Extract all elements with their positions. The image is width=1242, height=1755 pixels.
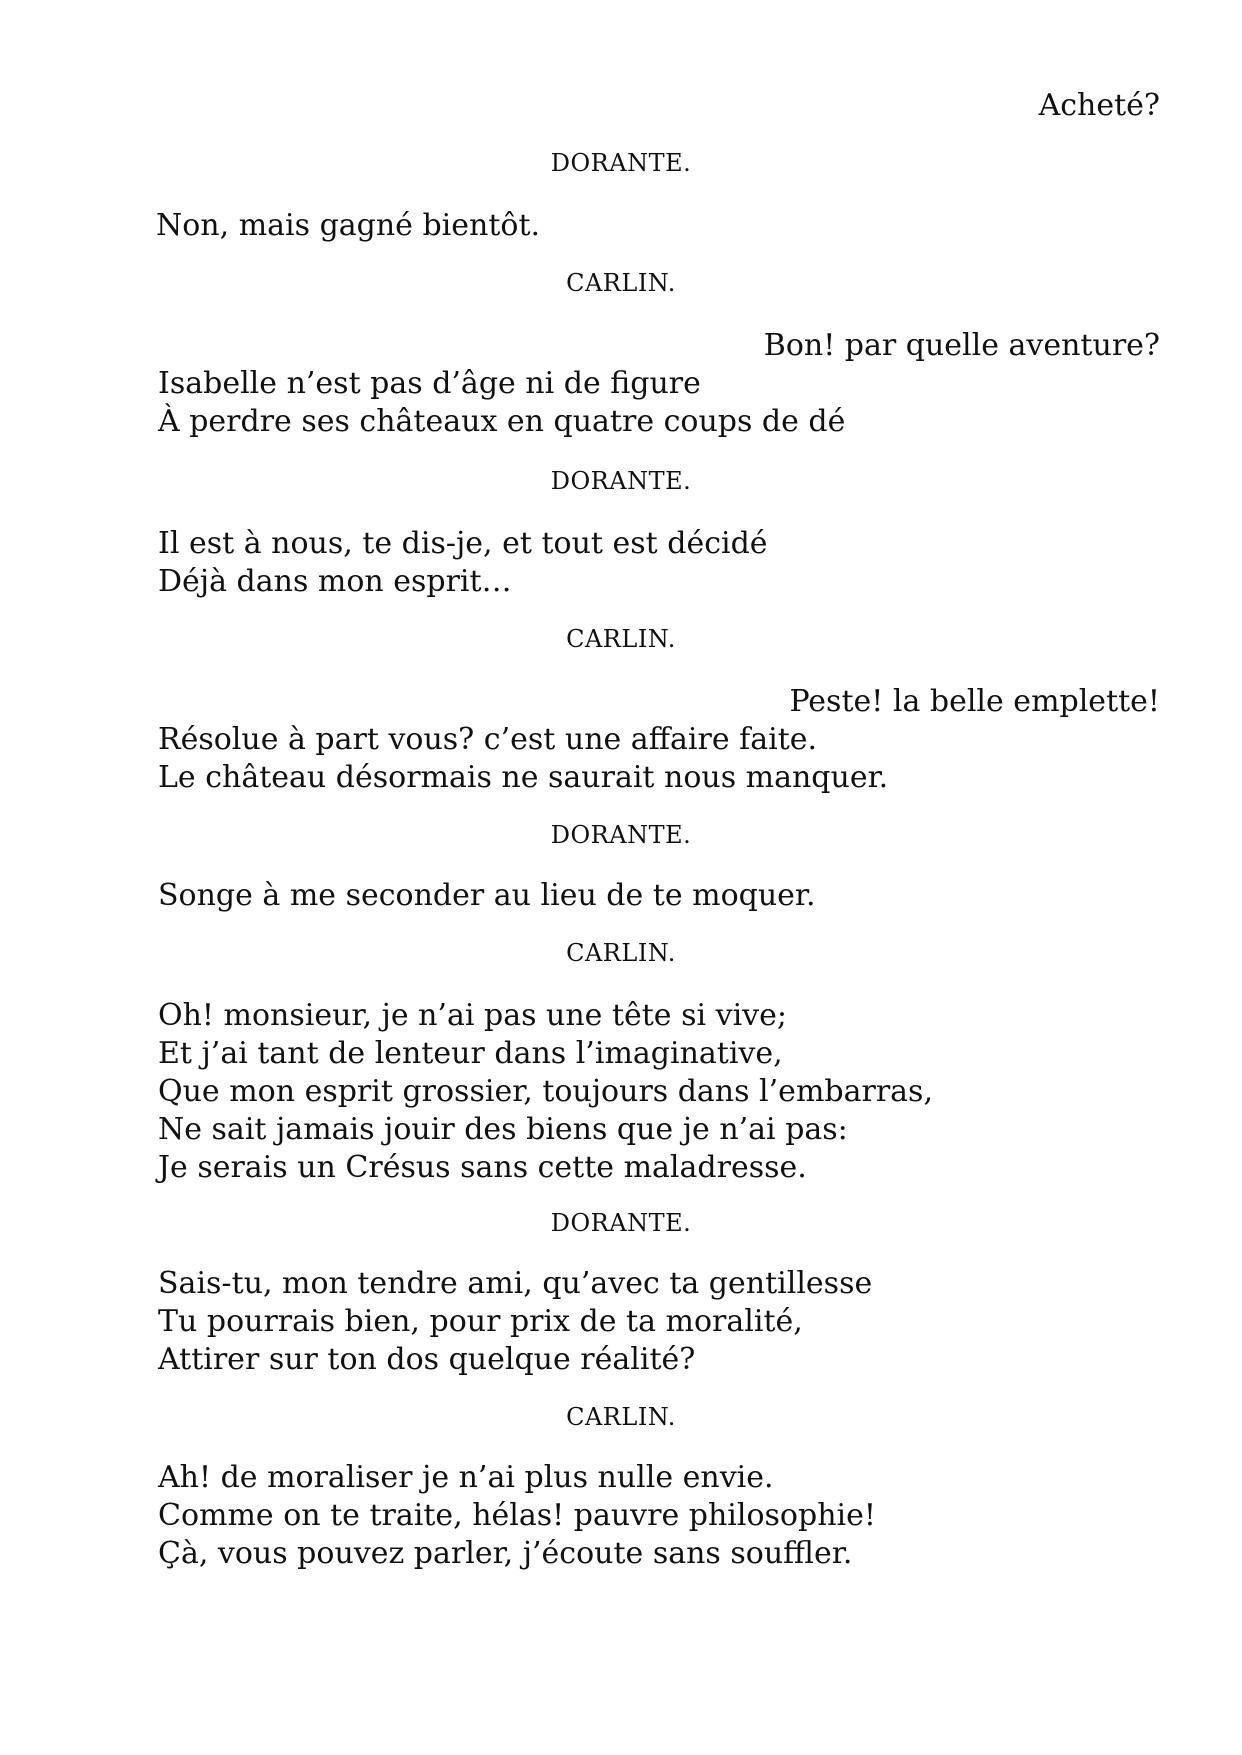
verse-line: Ne sait jamais jouir des biens que je n’ai pas: bbox=[158, 1112, 848, 1147]
verse-line: Acheté? bbox=[1038, 88, 1160, 123]
verse-line: Je serais un Crésus sans cette maladresse. bbox=[158, 1150, 807, 1185]
speaker-name: DORANTE. bbox=[550, 467, 692, 495]
speaker-name: CARLIN. bbox=[566, 1403, 676, 1431]
verse-line: Il est à nous, te dis-je, et tout est décidé bbox=[158, 526, 768, 561]
speaker-name: DORANTE. bbox=[550, 1209, 692, 1237]
speaker-name: CARLIN. bbox=[566, 269, 676, 297]
verse-line: Peste! la belle emplette! bbox=[789, 684, 1160, 719]
verse-line: À perdre ses châteaux en quatre coups de dé bbox=[158, 404, 846, 439]
verse-line: Non, mais gagné bientôt. bbox=[156, 208, 541, 243]
verse-line: Isabelle n’est pas d’âge ni de figure bbox=[158, 366, 701, 401]
verse-line: Que mon esprit grossier, toujours dans l’embarras, bbox=[158, 1074, 933, 1109]
speaker-name: CARLIN. bbox=[566, 939, 676, 967]
verse-line: Résolue à part vous? c’est une affaire faite. bbox=[158, 722, 818, 757]
verse-line: Déjà dans mon esprit… bbox=[158, 564, 512, 599]
verse-line: Songe à me seconder au lieu de te moquer. bbox=[158, 878, 816, 913]
verse-line: Oh! monsieur, je n’ai pas une tête si vive; bbox=[158, 998, 787, 1033]
verse-line: Et j’ai tant de lenteur dans l’imaginative, bbox=[158, 1036, 783, 1071]
speaker-name: DORANTE. bbox=[550, 149, 692, 177]
verse-line: Tu pourrais bien, pour prix de ta moralité, bbox=[158, 1304, 803, 1339]
verse-line: Ah! de moraliser je n’ai plus nulle envie. bbox=[158, 1460, 774, 1495]
verse-line: Sais-tu, mon tendre ami, qu’avec ta gentillesse bbox=[158, 1266, 873, 1301]
verse-line: Bon! par quelle aventure? bbox=[763, 328, 1160, 363]
speaker-name: CARLIN. bbox=[566, 625, 676, 653]
verse-line: Attirer sur ton dos quelque réalité? bbox=[158, 1342, 696, 1377]
verse-line: Çà, vous pouvez parler, j’écoute sans souffler. bbox=[158, 1536, 853, 1571]
verse-line: Le château désormais ne saurait nous manquer. bbox=[158, 760, 889, 795]
speaker-name: DORANTE. bbox=[550, 821, 692, 849]
verse-line: Comme on te traite, hélas! pauvre philosophie! bbox=[158, 1498, 876, 1533]
